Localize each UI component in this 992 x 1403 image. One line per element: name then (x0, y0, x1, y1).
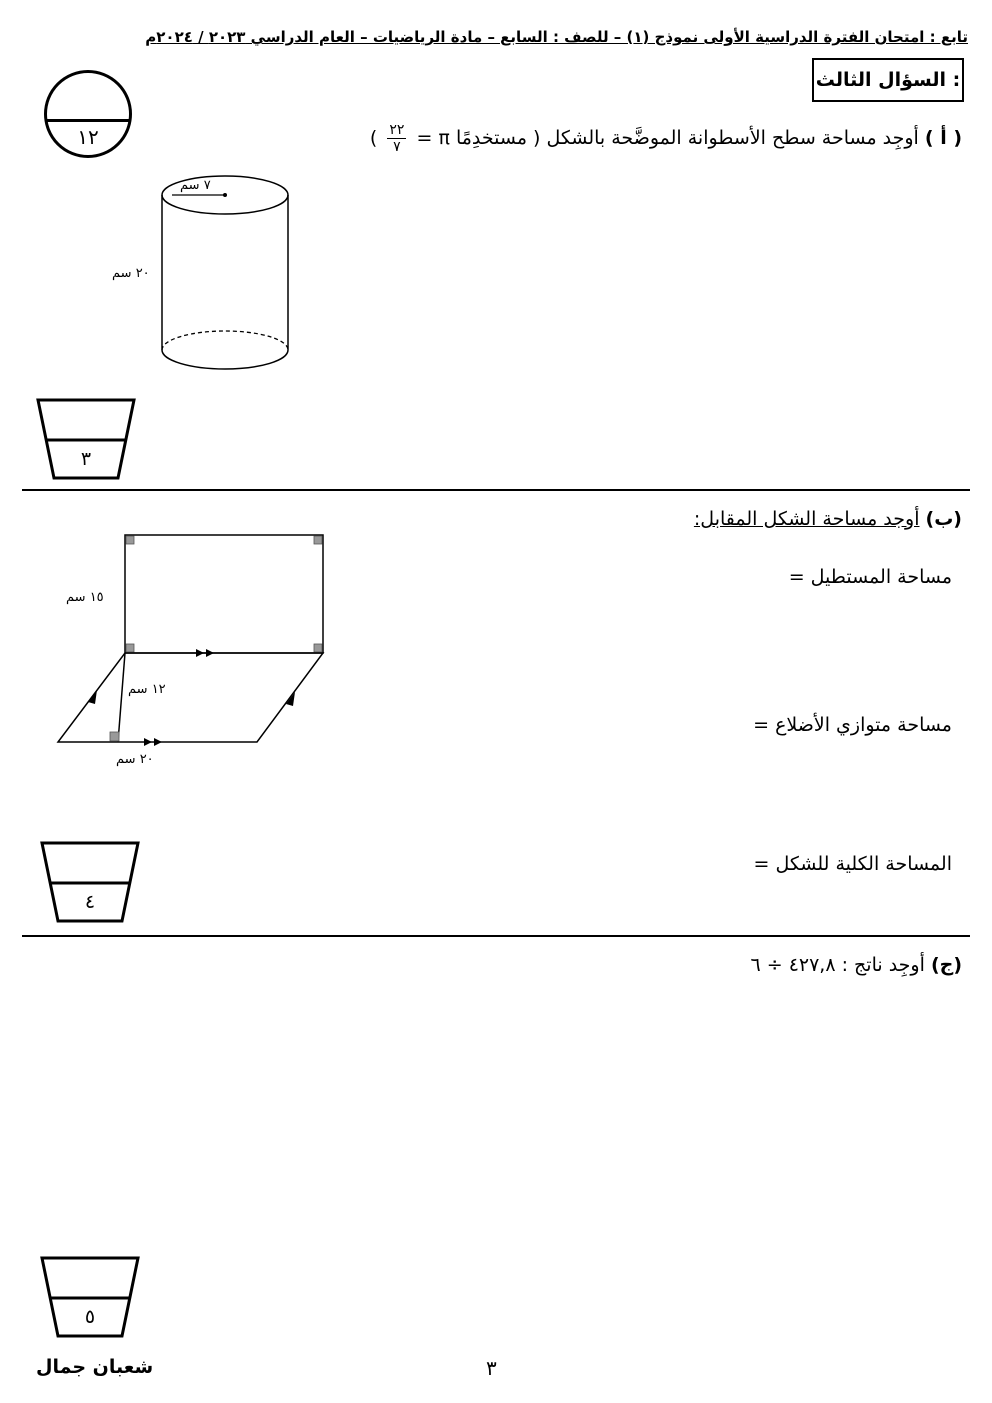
radius-label: ٧ سم (180, 178, 211, 193)
para-base-label: ٢٠ سم (116, 752, 154, 767)
para-area-line: مساحة متوازي الأضلاع = (753, 714, 952, 736)
parallel-arrow-left (88, 690, 97, 704)
parallelogram-shape (58, 653, 323, 742)
part-c-score: ٥ (84, 1306, 96, 1328)
total-area-line: المساحة الكلية للشكل = (753, 853, 952, 875)
pi-fraction (387, 122, 406, 155)
right-angle-mark (314, 536, 322, 544)
cylinder-bottom-front (162, 350, 288, 369)
question-title-box (812, 58, 964, 102)
parallelogram-height (118, 653, 125, 742)
height-label: ٢٠ سم (112, 266, 150, 281)
divider-2 (22, 935, 970, 937)
fraction-denominator: ٧ (393, 139, 401, 155)
composite-figure (50, 530, 340, 760)
part-a-score: ٣ (80, 448, 92, 470)
part-b-text: أوجد مساحة الشكل المقابل: (693, 508, 920, 530)
para-height-label: ١٢ سم (128, 682, 166, 697)
part-a-close: ) (369, 127, 378, 149)
total-score-circle (44, 70, 132, 158)
part-c-tag: (ج) (930, 954, 962, 976)
part-b-tag: (ب) (925, 508, 962, 530)
author-name: شعبان جمال (36, 1356, 154, 1378)
rect-height-label: ١٥ سم (66, 590, 104, 605)
rectangle-shape (125, 535, 323, 653)
cylinder-bottom-back (162, 331, 288, 350)
part-a-text: أوجِد مساحة سطح الأسطوانة الموضَّحة بالشكل ( مستخدِمًا (455, 127, 919, 149)
part-a-question (370, 122, 962, 155)
part-b-score: ٤ (84, 891, 96, 913)
fraction-numerator: ٢٢ (389, 122, 405, 138)
page-number: ٣ (486, 1356, 497, 1380)
score-line (47, 119, 129, 122)
exam-header: تابع : امتحان الفترة الدراسية الأولى نموذج (١) – للصف : السابع – مادة الرياضيات – العام الدراسي ٢٠٢٣ / ٢٠٢٤م (145, 28, 968, 46)
right-angle-mark (126, 644, 134, 652)
part-a-tag: ( أ ) (924, 127, 962, 149)
total-score-value: ١٢ (77, 125, 99, 149)
rect-area-line: مساحة المستطيل = (788, 566, 952, 588)
right-angle-mark (126, 536, 134, 544)
cylinder-figure (150, 170, 300, 380)
right-angle-mark (314, 644, 322, 652)
center-point (223, 193, 227, 197)
equals-sign: = (416, 127, 433, 149)
pi-symbol: π (438, 127, 450, 149)
right-angle-mark (110, 732, 119, 741)
part-c-question (750, 954, 962, 976)
part-b-question (694, 508, 962, 530)
question-title: السؤال الثالث : (815, 69, 961, 91)
part-c-text: أوجِد ناتج : ٤٢٧,٨ ÷ ٦ (750, 954, 925, 976)
divider-1 (22, 489, 970, 491)
parallel-arrow-right (286, 692, 295, 706)
